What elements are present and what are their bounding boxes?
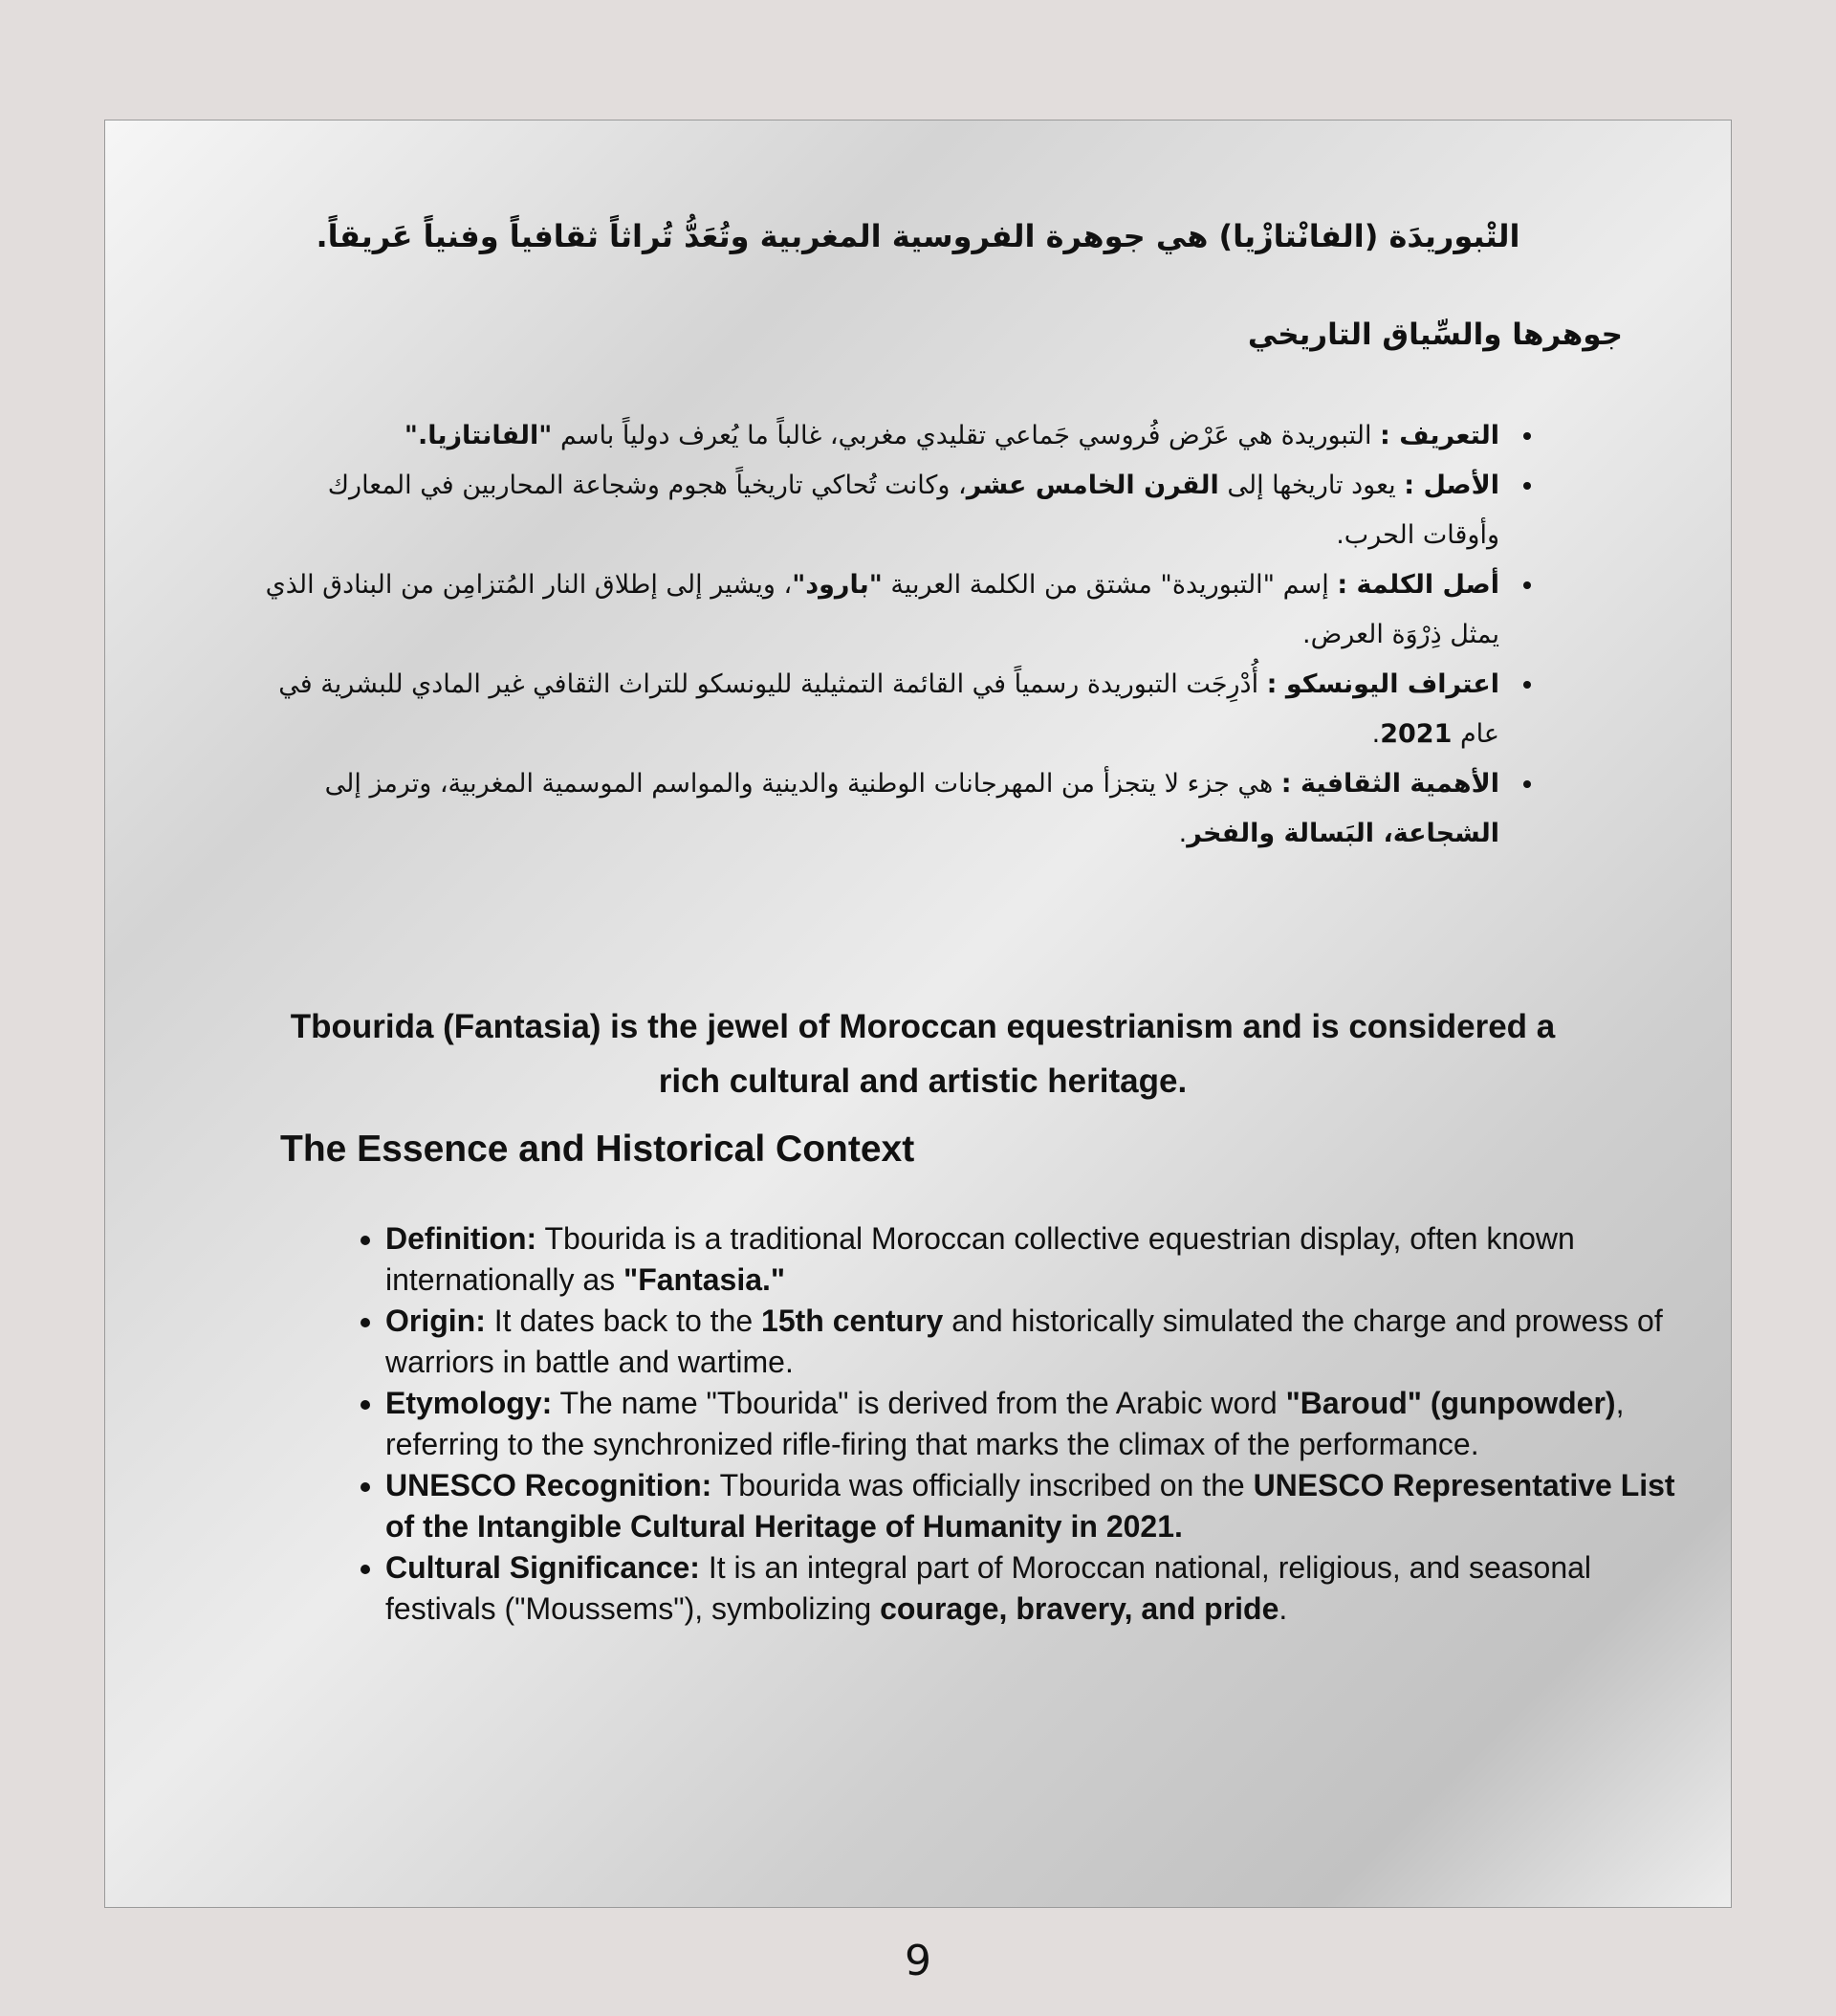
arabic-list — [247, 411, 1557, 859]
item-bold: "Fantasia." — [623, 1262, 786, 1297]
item-label: اعتراف اليونسكو : — [1266, 669, 1499, 699]
list-item — [247, 660, 1509, 759]
item-text: and historically simulated the charge and prowess of warriors in battle and wartime. — [385, 1304, 1663, 1379]
list-item — [385, 1301, 1695, 1383]
item-label: الأصل : — [1404, 471, 1499, 500]
item-text: It is an integral part of Moroccan national, religious, and seasonal festivals ("Moussems"), symbolizing — [385, 1550, 1592, 1626]
list-item — [247, 560, 1509, 660]
item-text: . — [1279, 1591, 1288, 1626]
item-bold: UNESCO Representative List of the Intangible Cultural Heritage of Humanity in 2021. — [385, 1468, 1675, 1544]
item-text: ، ويشير إلى إطلاق النار المُتزامِن من البنادق الذي يمثل ذِرْوَة العرض. — [265, 570, 1499, 649]
item-label: أصل الكلمة : — [1337, 570, 1499, 600]
item-bold: "الفانتازيا." — [404, 421, 553, 450]
item-text: . — [1178, 819, 1188, 848]
item-label: الأهمية الثقافية : — [1280, 769, 1499, 799]
item-bold: 15th century — [761, 1304, 944, 1338]
list-item — [385, 1547, 1695, 1630]
english-heading: The Essence and Historical Context — [280, 1129, 915, 1170]
english-list — [328, 1218, 1695, 1630]
list-item — [385, 1218, 1695, 1301]
arabic-title: التْبوريدَة (الفانْتازْيا) هي جوهرة الفروسية المغربية وتُعَدُّ تُراثاً ثقافياً وفنياً عَريقاً. — [316, 218, 1520, 254]
item-label: Cultural Significance: — [385, 1550, 700, 1585]
item-bold: الشجاعة، البَسالة والفخر — [1187, 819, 1499, 848]
item-bold: courage, bravery, and pride — [880, 1591, 1279, 1626]
arabic-heading: جوهرها والسِّياق التاريخي — [1247, 318, 1623, 352]
item-text: . — [1371, 719, 1381, 749]
item-bold: "Baroud" (gunpowder) — [1285, 1386, 1616, 1420]
item-text: هي جزء لا يتجزأ من المهرجانات الوطنية والدينية والمواسم الموسمية المغربية، وترمز إلى — [324, 769, 1281, 799]
item-text: Tbourida is a traditional Moroccan collective equestrian display, often known internationally as — [385, 1221, 1575, 1297]
item-label: Definition: — [385, 1221, 537, 1256]
item-text: يعود تاريخها إلى — [1218, 471, 1405, 500]
item-label: UNESCO Recognition: — [385, 1468, 712, 1502]
item-bold: "بارود" — [792, 570, 883, 600]
list-item — [247, 461, 1509, 560]
list-item — [247, 759, 1509, 859]
list-item — [385, 1383, 1695, 1465]
item-text: التبوريدة هي عَرْض فُروسي جَماعي تقليدي مغربي، غالباً ما يُعرف دولياً باسم — [552, 421, 1381, 450]
item-bold: 2021 — [1380, 719, 1453, 749]
item-label: Etymology: — [385, 1386, 553, 1420]
list-item — [247, 411, 1509, 461]
page-number: 9 — [905, 1937, 931, 1985]
item-text: Tbourida was officially inscribed on the — [711, 1468, 1254, 1502]
item-text: ، وكانت تُحاكي تاريخياً هجوم وشجاعة المحاربين في المعارك وأوقات الحرب. — [327, 471, 1499, 550]
item-text: أُدْرِجَت التبوريدة رسمياً في القائمة التمثيلية لليونسكو للتراث الثقافي غير المادي للبشرية في عام — [278, 669, 1499, 749]
item-bold: القرن الخامس عشر — [966, 471, 1219, 500]
list-item — [385, 1465, 1695, 1547]
item-text: It dates back to the — [485, 1304, 762, 1338]
item-text: , referring to the synchronized rifle-firing that marks the climax of the performance. — [385, 1386, 1625, 1461]
item-label: التعريف : — [1380, 421, 1499, 450]
english-title: Tbourida (Fantasia) is the jewel of Moroccan equestrianism and is considered a rich cultural and artistic heritage. — [290, 1008, 1556, 1100]
item-text: The name "Tbourida" is derived from the Arabic word — [552, 1386, 1286, 1420]
item-text: إسم "التبوريدة" مشتق من الكلمة العربية — [882, 570, 1338, 600]
item-label: Origin: — [385, 1304, 486, 1338]
